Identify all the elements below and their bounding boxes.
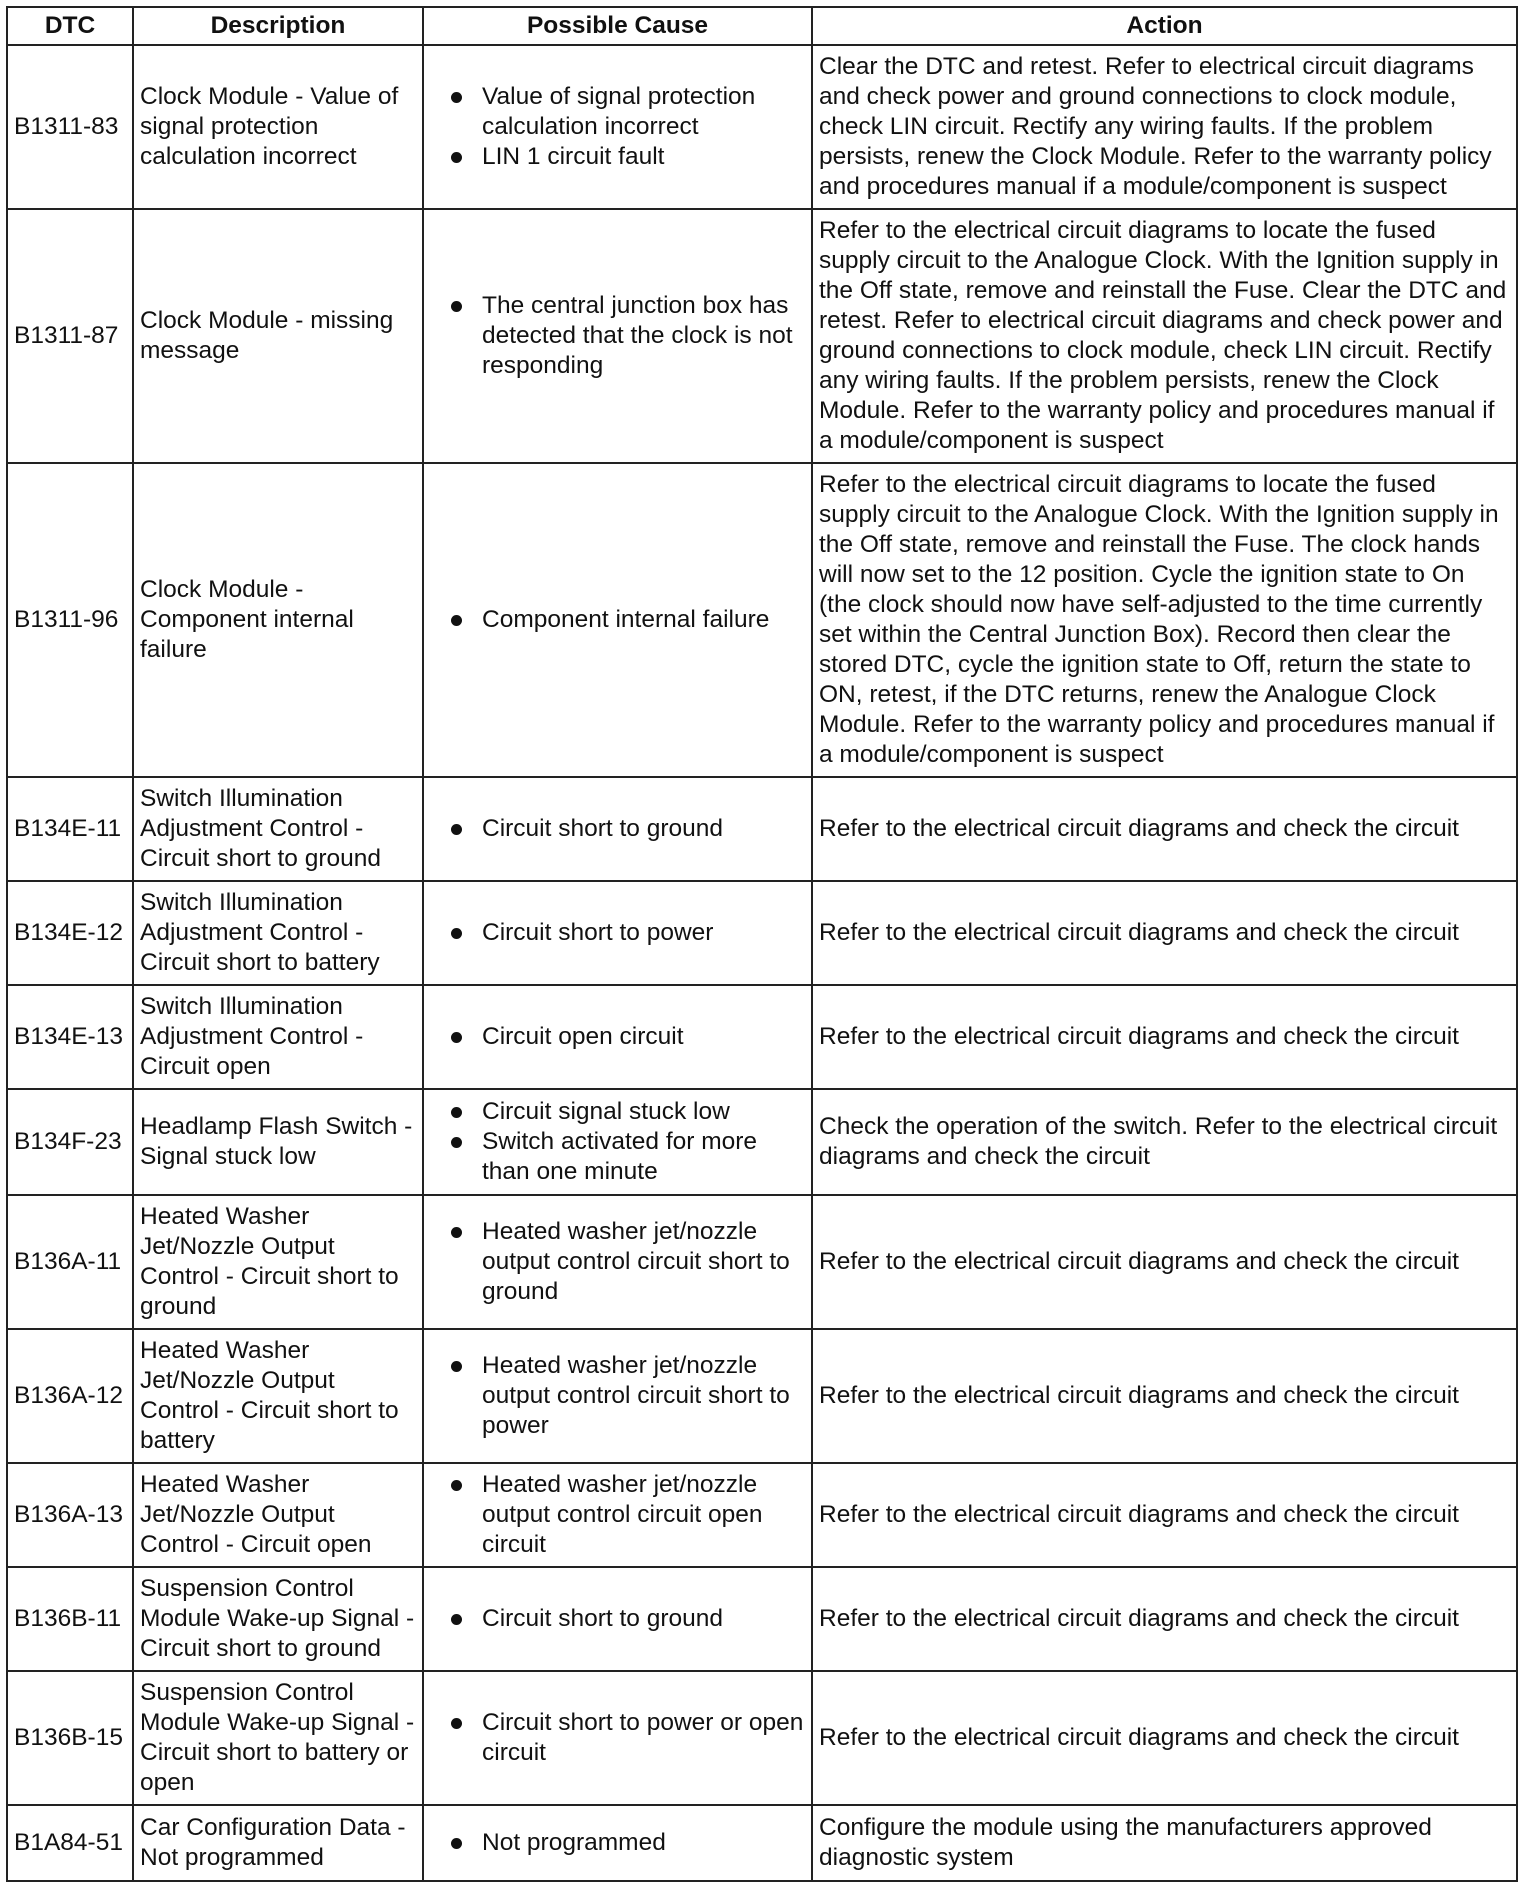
- cause-list: [430, 1217, 805, 1307]
- possible-causes: [423, 1195, 812, 1329]
- cause-item: Not programmed: [430, 1828, 805, 1858]
- dtc-action: Refer to the electrical circuit diagrams and check the circuit: [812, 1195, 1517, 1329]
- dtc-code: B134E-11: [7, 777, 133, 881]
- dtc-description: Switch Illumination Adjustment Control - Circuit short to battery: [133, 881, 423, 985]
- table-row: [7, 45, 1517, 209]
- cause-list: [430, 82, 805, 172]
- cause-item: Circuit short to power: [430, 918, 805, 948]
- dtc-description: Suspension Control Module Wake-up Signal - Circuit short to ground: [133, 1567, 423, 1671]
- dtc-description: Heated Washer Jet/Nozzle Output Control - Circuit short to battery: [133, 1329, 423, 1463]
- table-row: [7, 777, 1517, 881]
- cause-list: [430, 605, 805, 635]
- dtc-description: Clock Module - Value of signal protection calculation incorrect: [133, 45, 423, 209]
- dtc-code: B136A-13: [7, 1463, 133, 1567]
- possible-causes: [423, 1671, 812, 1805]
- dtc-action: Refer to the electrical circuit diagrams and check the circuit: [812, 985, 1517, 1089]
- table-row: [7, 1805, 1517, 1881]
- table-row: [7, 1329, 1517, 1463]
- table-row: [7, 1567, 1517, 1671]
- cause-list: [430, 814, 805, 844]
- cause-item: Circuit short to power or open circuit: [430, 1708, 805, 1768]
- dtc-code: B1311-87: [7, 209, 133, 463]
- cause-list: [430, 1022, 805, 1052]
- cause-item: Switch activated for more than one minute: [430, 1127, 805, 1187]
- possible-causes: [423, 1329, 812, 1463]
- dtc-description: Switch Illumination Adjustment Control - Circuit short to ground: [133, 777, 423, 881]
- table-row: [7, 1089, 1517, 1195]
- cause-item: Heated washer jet/nozzle output control circuit short to power: [430, 1351, 805, 1441]
- possible-causes: [423, 463, 812, 777]
- cause-item: Circuit signal stuck low: [430, 1097, 805, 1127]
- cause-item: The central junction box has detected that the clock is not responding: [430, 291, 805, 381]
- dtc-code: B1311-96: [7, 463, 133, 777]
- cause-item: Heated washer jet/nozzle output control circuit open circuit: [430, 1470, 805, 1560]
- table-row: [7, 881, 1517, 985]
- possible-causes: [423, 45, 812, 209]
- table-row: [7, 209, 1517, 463]
- dtc-action: Clear the DTC and retest. Refer to electrical circuit diagrams and check power and ground connections to clock module, check LIN circuit. Rectify any wiring faults. If the problem persists, renew the Clock Module. Refer to the warranty policy and procedures manual if a module/component is suspect: [812, 45, 1517, 209]
- dtc-code: B136A-12: [7, 1329, 133, 1463]
- dtc-code: B136A-11: [7, 1195, 133, 1329]
- possible-causes: [423, 985, 812, 1089]
- cause-list: [430, 1470, 805, 1560]
- dtc-action: Refer to the electrical circuit diagrams and check the circuit: [812, 881, 1517, 985]
- table-row: [7, 985, 1517, 1089]
- cause-item: Circuit short to ground: [430, 1604, 805, 1634]
- cause-list: [430, 1351, 805, 1441]
- cause-item: Component internal failure: [430, 605, 805, 635]
- cause-list: [430, 1097, 805, 1187]
- table-header-row: [7, 7, 1517, 45]
- possible-causes: [423, 1089, 812, 1195]
- cause-item: Value of signal protection calculation incorrect: [430, 82, 805, 142]
- dtc-code: B134E-13: [7, 985, 133, 1089]
- possible-causes: [423, 777, 812, 881]
- table-row: [7, 1195, 1517, 1329]
- column-header-possible-cause: Possible Cause: [423, 7, 812, 45]
- dtc-description: Heated Washer Jet/Nozzle Output Control - Circuit short to ground: [133, 1195, 423, 1329]
- dtc-action: Configure the module using the manufacturers approved diagnostic system: [812, 1805, 1517, 1881]
- cause-item: Circuit open circuit: [430, 1022, 805, 1052]
- dtc-description: Clock Module - Component internal failure: [133, 463, 423, 777]
- dtc-action: Refer to the electrical circuit diagrams and check the circuit: [812, 1567, 1517, 1671]
- dtc-action: Refer to the electrical circuit diagrams to locate the fused supply circuit to the Analogue Clock. With the Ignition supply in the Off state, remove and reinstall the Fuse. The clock hands will now set to the 12 position. Cycle the ignition state to On (the clock should now have self-adjusted to the time currently set within the Central Junction Box). Record then clear the stored DTC, cycle the ignition state to Off, return the state to ON, retest, if the DTC returns, renew the Analogue Clock Module. Refer to the warranty policy and procedures manual if a module/component is suspect: [812, 463, 1517, 777]
- dtc-description: Clock Module - missing message: [133, 209, 423, 463]
- dtc-code: B1311-83: [7, 45, 133, 209]
- possible-causes: [423, 881, 812, 985]
- dtc-action: Refer to the electrical circuit diagrams to locate the fused supply circuit to the Analogue Clock. With the Ignition supply in the Off state, remove and reinstall the Fuse. Clear the DTC and retest. Refer to electrical circuit diagrams and check power and ground connections to clock module, check LIN circuit. Rectify any wiring faults. If the problem persists, renew the Clock Module. Refer to the warranty policy and procedures manual if a module/component is suspect: [812, 209, 1517, 463]
- cause-item: Circuit short to ground: [430, 814, 805, 844]
- column-header-dtc: DTC: [7, 7, 133, 45]
- dtc-code: B1A84-51: [7, 1805, 133, 1881]
- table-row: [7, 463, 1517, 777]
- dtc-description: Suspension Control Module Wake-up Signal - Circuit short to battery or open: [133, 1671, 423, 1805]
- dtc-action: Refer to the electrical circuit diagrams and check the circuit: [812, 1463, 1517, 1567]
- dtc-action: Refer to the electrical circuit diagrams and check the circuit: [812, 777, 1517, 881]
- dtc-code: B134F-23: [7, 1089, 133, 1195]
- dtc-code: B136B-15: [7, 1671, 133, 1805]
- possible-causes: [423, 1463, 812, 1567]
- cause-list: [430, 1604, 805, 1634]
- column-header-description: Description: [133, 7, 423, 45]
- table-row: [7, 1671, 1517, 1805]
- possible-causes: [423, 209, 812, 463]
- possible-causes: [423, 1805, 812, 1881]
- possible-causes: [423, 1567, 812, 1671]
- cause-item: LIN 1 circuit fault: [430, 142, 805, 172]
- cause-list: [430, 1828, 805, 1858]
- dtc-description: Headlamp Flash Switch - Signal stuck low: [133, 1089, 423, 1195]
- dtc-code: B134E-12: [7, 881, 133, 985]
- dtc-description: Heated Washer Jet/Nozzle Output Control - Circuit open: [133, 1463, 423, 1567]
- table-row: [7, 1463, 1517, 1567]
- dtc-action: Refer to the electrical circuit diagrams and check the circuit: [812, 1329, 1517, 1463]
- dtc-description: Car Configuration Data - Not programmed: [133, 1805, 423, 1881]
- cause-item: Heated washer jet/nozzle output control circuit short to ground: [430, 1217, 805, 1307]
- cause-list: [430, 1708, 805, 1768]
- dtc-code: B136B-11: [7, 1567, 133, 1671]
- dtc-description: Switch Illumination Adjustment Control - Circuit open: [133, 985, 423, 1089]
- cause-list: [430, 918, 805, 948]
- dtc-action: Refer to the electrical circuit diagrams and check the circuit: [812, 1671, 1517, 1805]
- table-body: [7, 45, 1517, 1881]
- cause-list: [430, 291, 805, 381]
- dtc-table: [6, 6, 1518, 1882]
- column-header-action: Action: [812, 7, 1517, 45]
- dtc-action: Check the operation of the switch. Refer to the electrical circuit diagrams and check the circuit: [812, 1089, 1517, 1195]
